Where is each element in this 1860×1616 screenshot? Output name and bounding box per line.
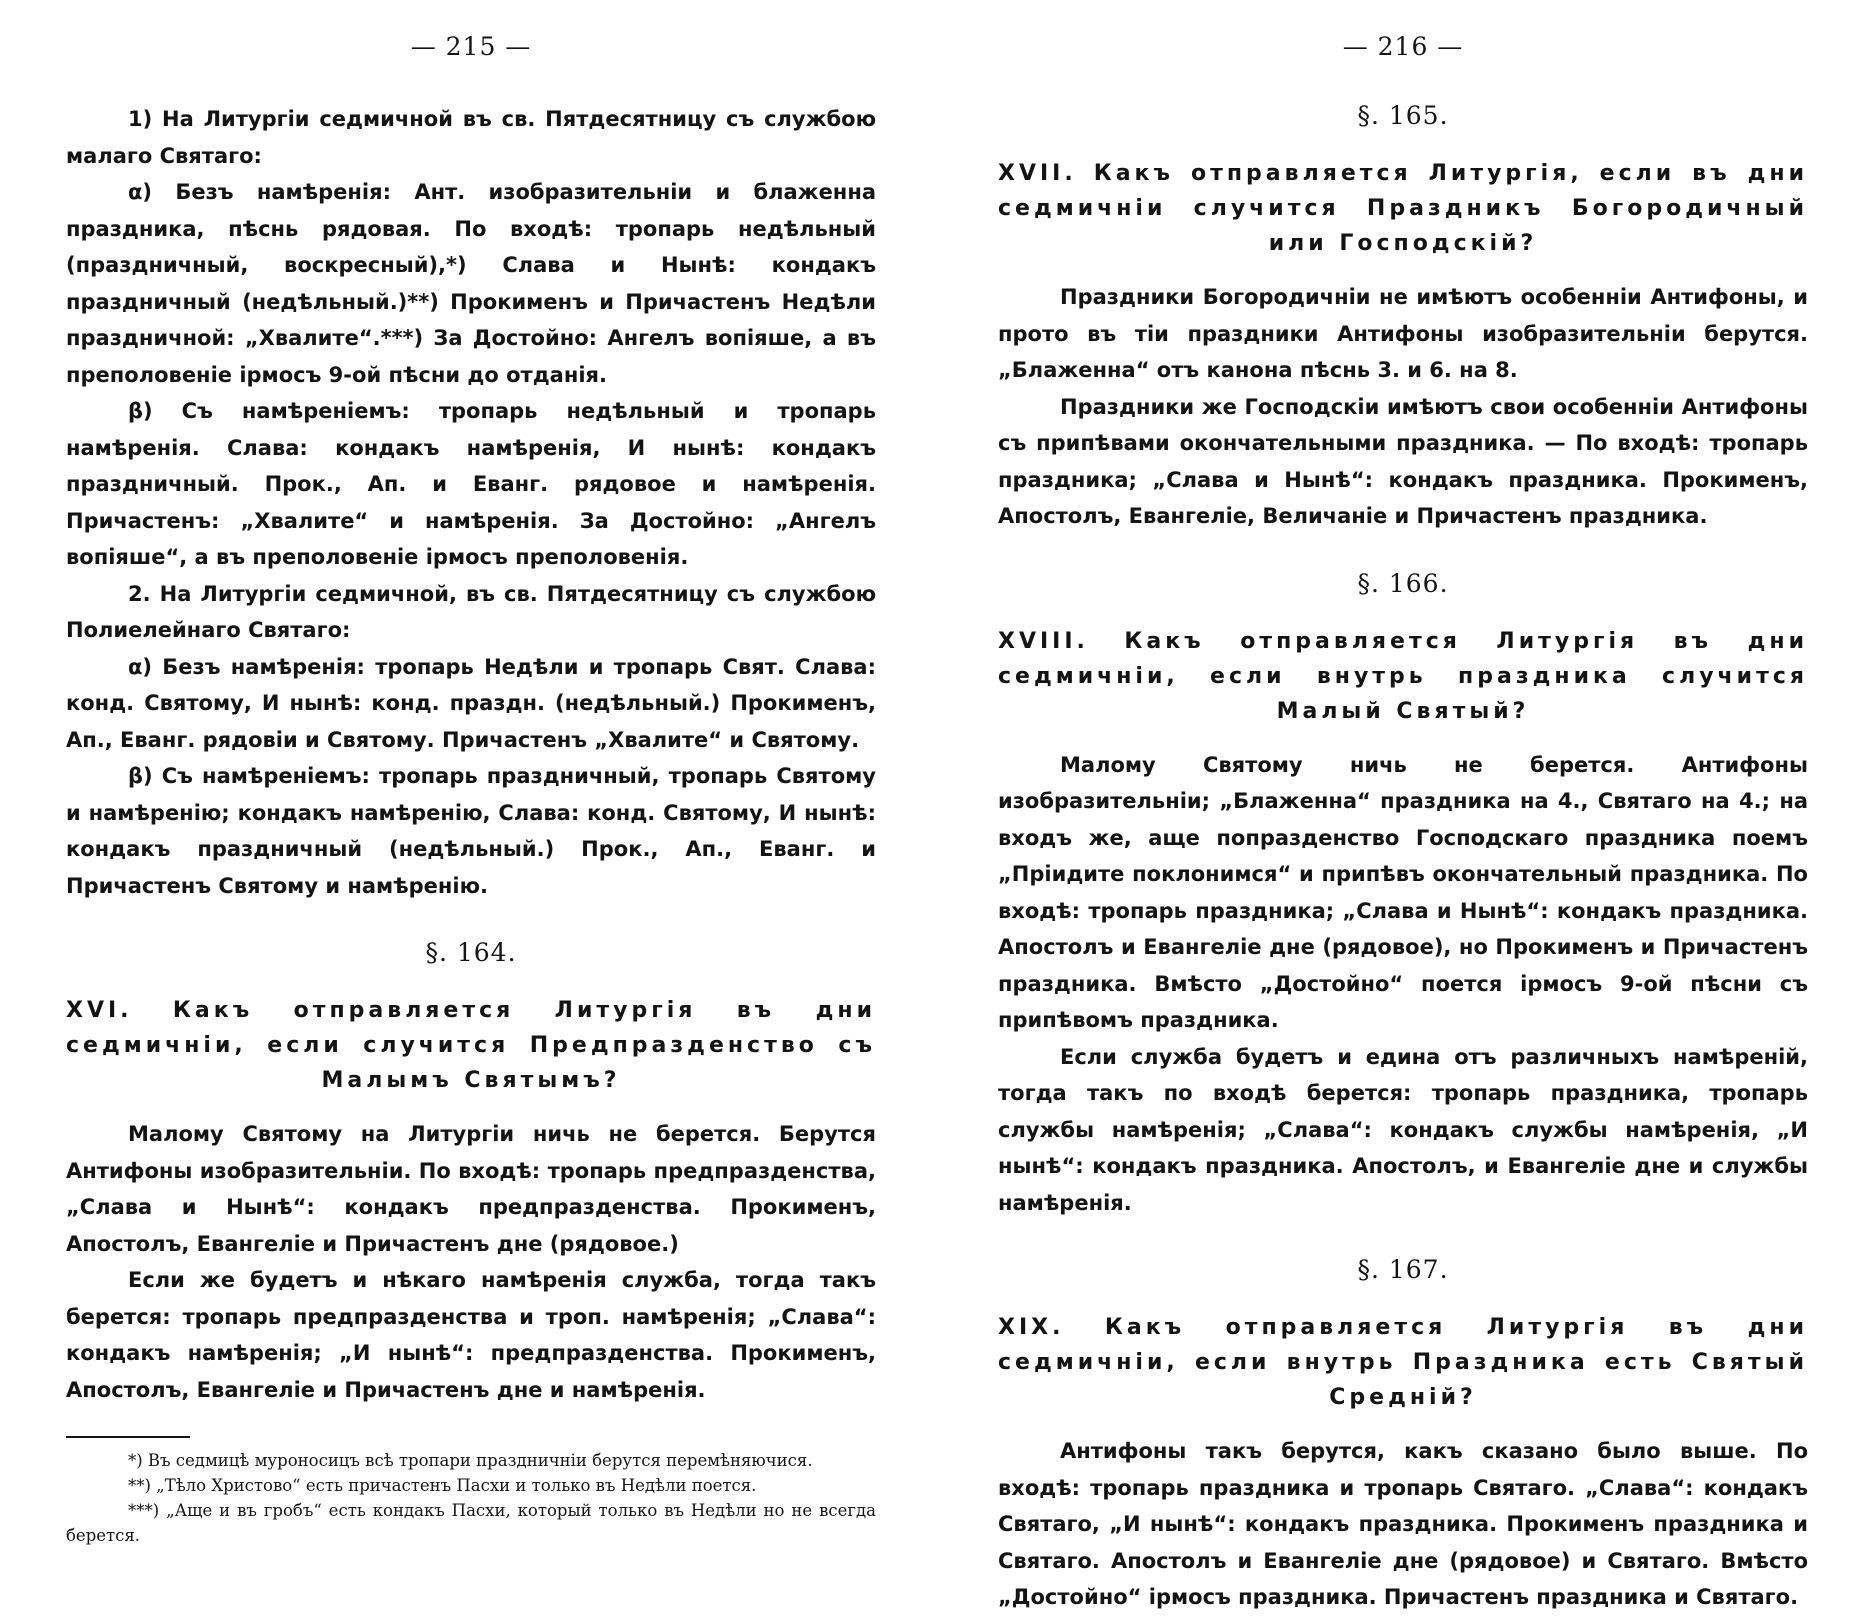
page-number: — 215 —	[410, 32, 532, 61]
paragraph: 1) На Литургіи седмичной въ св. Пятдесятницу съ службою малаго Святаго:	[66, 107, 876, 168]
section-number: §. 164.	[425, 938, 517, 967]
paragraph: β) Съ намѣреніемъ: тропарь праздничный, тропарь Святому и намѣренію; кондакъ намѣренію, Слава: конд. Святому, И нынѣ: кондакъ праздничный (недѣльный.) Прок., Ап., Еванг. и Причастенъ Святому и намѣренію.	[66, 764, 876, 898]
footnote-rule	[66, 1436, 190, 1438]
section-number: §. 167.	[1357, 1255, 1449, 1284]
section-number: §. 165.	[1357, 101, 1449, 130]
paragraph: α) Безъ намѣренія: тропарь Недѣли и тропарь Свят. Слава: конд. Святому, И нынѣ: конд. праздн. (недѣльный.) Прокименъ, Ап., Еванг. рядовіи и Святому. Причастенъ „Хвалите“ и Святому.	[66, 654, 876, 752]
paragraph: Праздники Богородичніи не имѣютъ особенніи Антифоны, и прото въ тіи праздники Антифоны изобразительніи берутся. „Блаженна“ отъ канона пѣснь 3. и 6. на 8.	[998, 285, 1808, 382]
paragraph: Малому Святому на Литургіи ничь не берется. Берутся Антифоны изобразительніи. По входѣ: тропарь предпразденства, „Слава и Нынѣ“: кондакъ предпразденства. Прокименъ, Апостолъ, Евангеліе и Причастенъ дне (рядовое.)	[66, 1122, 876, 1256]
section-number: §. 166.	[1357, 568, 1449, 598]
footnote: **) „Тѣло Христово“ есть причастенъ Пасхи и только въ Недѣли поется.	[128, 1476, 757, 1495]
section-heading: XVII. Какъ отправляется Литургія, если въ дни седмичніи случится Праздникъ Богородичный или Господскій?	[998, 161, 1808, 256]
page-number: — 216 —	[1342, 32, 1464, 61]
paragraph: α) Безъ намѣренія: Ант. изобразительніи и блаженна праздника, пѣснь рядовая. По входѣ: тропарь недѣльный (праздничный, воскресный),*) Слава и Нынѣ: кондакъ праздничный (недѣльный.)**) Прокименъ и Причастенъ Недѣли праздничной: „Хвалите“.***) За Достойно: Ангелъ вопіяше, а въ преполовеніе ірмосъ 9-ой пѣсни до отданія.	[66, 180, 876, 387]
paragraph: β) Съ намѣреніемъ: тропарь недѣльный и тропарь намѣренія. Слава: кондакъ намѣренія, И нынѣ: кондакъ праздничный. Прок., Ап. и Еванг. рядовое и намѣренія. Причастенъ: „Хвалите“ и намѣренія. За Достойно: „Ангелъ вопіяше“, а въ преполовеніе ірмосъ преполовенія.	[66, 399, 876, 569]
left-page	[0, 0, 930, 1545]
paragraph: Антифоны такъ берутся, какъ сказано было выше. По входѣ: тропарь праздника и тропарь Святаго. „Слава“: кондакъ Святаго, „И нынѣ“: кондакъ праздника. Прокименъ праздника и Святаго. Апостолъ и Евангеліе дне (рядовое) и Святаго. Вмѣсто „Достойно“ ірмосъ праздника. Причастенъ праздника и Святаго.	[998, 1439, 1808, 1609]
paragraph: Малому Святому ничь не берется. Антифоны изобразительніи; „Блаженна“ праздника на 4., Святаго на 4.; на входъ же, аще попразденство Господскаго праздника поемъ „Пріидите поклонимся“ и припѣвъ окончательный праздника. По входѣ: тропарь праздника; „Слава и Нынѣ“: кондакъ праздника. Апостолъ и Евангеліе дне (рядовое), но Прокименъ и Причастенъ праздника. Вмѣсто „Достойно“ поется ірмосъ 9-ой пѣсни съ припѣвомъ праздника.	[998, 752, 1808, 1032]
footnote: *) Въ седмицѣ муроносицъ всѣ тропари праздничніи берутся перемѣняючися.	[128, 1451, 813, 1470]
section-heading: XIX. Какъ отправляется Литургія въ дни седмичніи, если внутрь Праздника есть Святый Средній?	[998, 1315, 1808, 1410]
paragraph: 2. На Литургіи седмичной, въ св. Пятдесятницу съ службою Полиелейнаго Святаго:	[66, 581, 876, 642]
section-heading: XVIII. Какъ отправляется Литургія въ дни седмичніи, если внутрь праздника случится Малый Святый?	[998, 628, 1808, 724]
footnote: ***) „Аще и въ гробъ“ есть кондакъ Пасхи, который только въ Недѣли но не всегда берется.	[66, 1501, 876, 1545]
paragraph: Праздники же Господскіи имѣютъ свои особенніи Антифоны съ припѣвами окончательными праздника. — По входѣ: тропарь праздника; „Слава и Нынѣ“: кондакъ праздника. Прокименъ, Апостолъ, Евангеліе, Величаніе и Причастенъ праздника.	[998, 394, 1808, 528]
section-heading: XVI. Какъ отправляется Литургія въ дни седмичніи, если случится Предпразденство съ Малымъ Святымъ?	[66, 998, 876, 1093]
paragraph: Если служба будетъ и едина отъ различныхъ намѣреній, тогда такъ по входѣ берется: тропарь праздника, тропарь службы намѣренія; „Слава“: кондакъ службы намѣренія, „И нынѣ“: кондакъ праздника. Апостолъ, и Евангеліе дне и службы намѣренія.	[998, 1044, 1808, 1215]
paragraph: Если же будетъ и нѣкаго намѣренія служба, тогда такъ берется: тропарь предпразденства и троп. намѣренія; „Слава“: кондакъ намѣренія; „И нынѣ“: предпразденства. Прокименъ, Апостолъ, Евангеліе и Причастенъ дне и намѣренія.	[66, 1268, 876, 1402]
right-page	[930, 0, 1860, 1609]
